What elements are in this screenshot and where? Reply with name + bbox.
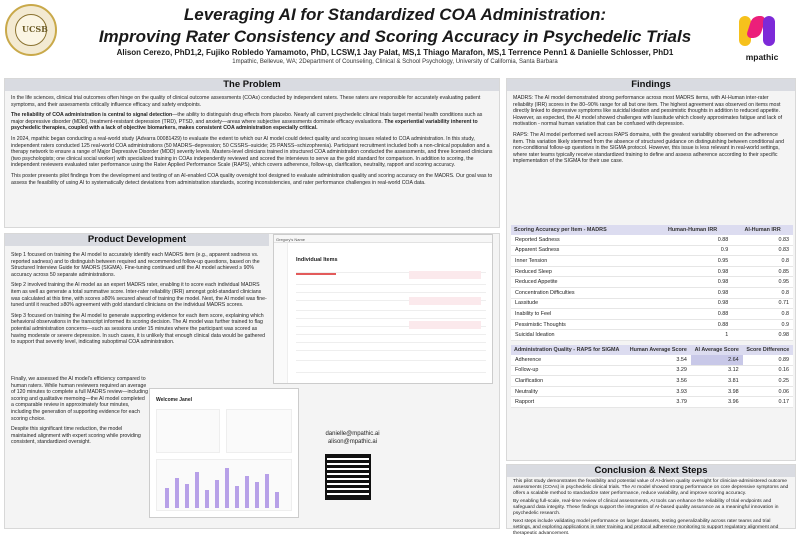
table-cell: 0.8	[732, 256, 793, 267]
table-cell: Adherence	[511, 355, 626, 365]
brand-name: mpathic	[745, 52, 779, 62]
problem-p2-bold2: The experiential variability inherent to psychedelic therapies, coupled with a lack of objective biomarkers, makes consistent COA administration especially critical.	[11, 118, 478, 132]
t1-h1: Human-Human IRR	[653, 225, 732, 235]
table-cell: Suicidal Ideation	[511, 330, 653, 341]
mock-welcome: Welcome Janel	[156, 397, 193, 403]
table-cell: 1	[653, 330, 732, 341]
authors: Alison Cerezo, PhD1,2, Fujiko Robledo Yamamoto, PhD, LCSW,1 Jay Palat, MS,1 Thiago Marafon, MS,1 Terrence Penn1 & Danielle Schlosser, PhD1	[116, 48, 674, 57]
table-row	[511, 376, 793, 387]
table-row	[511, 266, 793, 277]
table-row	[511, 386, 793, 397]
table-cell: 0.95	[653, 256, 732, 267]
t1-h2: AI-Human IRR	[732, 225, 793, 235]
dev-step4: Finally, we assessed the AI model's efficiency compared to human raters. While human reviewers required an average of 120 minutes to complete a full MADRS review—including scoring and qualitative memoing—the AI model completed a comparable review in approximately four minutes, including the generation of supporting evidence for each scoring choice.	[11, 376, 148, 422]
dev-step3: Step 3 focused on training the AI model to generate supporting evidence for each item score, explaining which behavioral observations in the transcript informed its scoring decision. The AI model was further trained to flag potential administration concerns—such as sessions under 15 minutes where the participant was scored as having moderate or severe depression. In such cases, it is unlikely that enough clinical data would be gathered to support that severity level, indicating suboptimal COA administration.	[11, 312, 266, 346]
table-row	[511, 277, 793, 288]
t2-h0: Administration Quality - RAPS for SIGMA	[511, 345, 626, 355]
table-cell: 3.93	[626, 386, 691, 397]
table-cell: 3.96	[691, 397, 743, 408]
table-cell: 0.8	[732, 287, 793, 298]
mpathic-logo-icon	[737, 12, 783, 50]
mock-heading: Individual Items	[296, 257, 338, 263]
table-cell: 3.98	[691, 386, 743, 397]
conclusion-p2: By enabling full-scale, real-time review of clinical assessments, AI tools can enhance the reliability of trial endpoints and safeguard data integrity. These findings support the integration of AI-based quality assurance as a meaningful innovation in psychedelic research.	[513, 499, 779, 516]
findings-madrs: MADRS: The AI model demonstrated strong performance across most MADRS items, with AI-Human inter-rater reliability (IRR) scores in the 80–90% range for all but one item. The highest agreement was observed on items most directly linked to depressive symptoms like suicidal ideation and pessimistic thoughts in addition to reduced appetite. However, as expected, the AI model showed challenges with lassitude which closely approximates fatigue and lack of motivation - normal human variation that can be confused with depression.	[513, 95, 783, 128]
qr-code[interactable]	[325, 454, 371, 500]
table-cell: 0.8	[732, 309, 793, 320]
table-row	[511, 355, 793, 365]
dashboard-screenshot	[149, 388, 299, 518]
table-cell: Reported Sadness	[511, 235, 653, 245]
university-seal-logo: UCSB	[5, 4, 57, 56]
individual-items-screenshot	[273, 234, 493, 384]
t1-h0: Scoring Accuracy per Item - MADRS	[511, 225, 653, 235]
table-row	[511, 309, 793, 320]
conclusion-p1: This pilot study demonstrates the feasibility and potential value of AI-driven quality oversight for clinician-administered outcome assessments (COAs) in psychedelic clinical trials. The AI model showed strong performance on core depressive symptoms and offers a scalable method to standardize rater performance, reduce variability, and improve scoring accuracy.	[513, 479, 789, 496]
table-cell: Inability to Feel	[511, 309, 653, 320]
table-cell: 3.81	[691, 376, 743, 387]
table-cell: 0.83	[732, 245, 793, 256]
problem-p2	[11, 112, 493, 132]
table-cell: Reduced Appetite	[511, 277, 653, 288]
table-cell: 0.95	[732, 277, 793, 288]
mock-topbar: Gregory's Name	[274, 235, 492, 243]
table-row	[511, 245, 793, 256]
table-cell: 0.71	[732, 298, 793, 309]
dev-title: Product Development	[5, 234, 269, 246]
table-cell: Concentration Difficulties	[511, 287, 653, 298]
table-row	[511, 287, 793, 298]
table-cell: 0.9	[732, 319, 793, 330]
poster-header	[0, 0, 800, 72]
findings-panel	[506, 78, 796, 461]
dev-step1: Step 1 focused on training the AI model to accurately identify each MADRS item (e.g., apparent sadness vs. reported sadness) and to distinguish between required and recommended follow-up questions, based on the Structured Interview Guide for MADRS (SIGMA). Fine-tuning continued until the AI model achieved ≥ 90% accuracy across 50 separate administrations.	[11, 252, 260, 278]
table-cell: 0.88	[653, 235, 732, 245]
table-cell: 0.89	[743, 355, 793, 365]
table-cell: 0.98	[653, 277, 732, 288]
table-cell: Neutrality	[511, 386, 626, 397]
table-row	[511, 397, 793, 408]
table-cell: 0.98	[732, 330, 793, 341]
table-cell: 0.06	[743, 386, 793, 397]
table-cell: 0.85	[732, 266, 793, 277]
table-cell: Apparent Sadness	[511, 245, 653, 256]
table-row	[511, 298, 793, 309]
table-cell: 0.88	[653, 319, 732, 330]
table-cell: 3.29	[626, 365, 691, 376]
madrs-irr-table	[511, 225, 793, 341]
table-cell: 0.88	[653, 309, 732, 320]
table-cell: 0.83	[732, 235, 793, 245]
conclusion-p3: Next steps include validating model performance on larger datasets, testing generalizability across rater teams and trial settings, and exploring applications in rater training and protocol adherence monitoring to support regulatory alignment and therapeutic advancement.	[513, 519, 779, 536]
dev-step5: Despite this significant time reduction, the model maintained alignment with expert scoring while providing consistent, standardized oversight.	[11, 426, 141, 446]
table-cell: 0.16	[743, 365, 793, 376]
table-cell: Follow-up	[511, 365, 626, 376]
table-row	[511, 256, 793, 267]
conclusion-panel	[506, 464, 796, 536]
problem-p2-bold: The reliability of COA administration is central to signal detection	[11, 112, 173, 119]
table-cell: Lassitude	[511, 298, 653, 309]
table-cell: 3.79	[626, 397, 691, 408]
table-cell: 0.9	[653, 245, 732, 256]
findings-raps: RAPS: The AI model performed well across RAPS domains, with the greatest variability observed on the adherence item. This variation likely stemmed from the absence of structured guidance on distinguishing between conditional and non-conditional follow-up questions in the SIGMA protocol. However, this issue is less relevant in real-world settings, where rater teams typically receive standardized training to define and assess adherence according to their specific implementation of the SIGMA for their use case.	[513, 131, 784, 165]
email-alison[interactable]: alison@mpathic.ai	[327, 439, 378, 445]
poster-title	[70, 4, 720, 48]
table-row	[511, 365, 793, 376]
problem-title: The Problem	[5, 79, 499, 91]
problem-panel	[4, 78, 500, 228]
problem-p1: In the life sciences, clinical trial outcomes often hinge on the quality of clinical outcome assessments (COAs) conducted by independent raters. These raters are responsible for accurately evaluating patient symptoms, and their assessments critically influence efficacy and safety endpoints.	[11, 95, 481, 108]
table-cell: Reduced Sleep	[511, 266, 653, 277]
table-cell: Inner Tension	[511, 256, 653, 267]
title-line-2: Improving Rater Consistency and Scoring Accuracy in Psychedelic Trials	[98, 27, 692, 46]
product-development-panel	[4, 233, 500, 529]
table-row	[511, 319, 793, 330]
table-cell: 3.12	[691, 365, 743, 376]
problem-p4: This poster presents pilot findings from the development and testing of an AI-enabled COA quality oversight tool designed to evaluate administration quality and scoring accuracy on the MADRS. Our goal was to assess the feasibility of using AI to systematically detect deviations from administration standards, scoring inconsistencies, and rater performance challenges in real-world COA data.	[11, 172, 493, 186]
contact-info	[305, 430, 400, 446]
affiliations: 1mpathic, Bellevue, WA; 2Department of Counseling, Clinical & School Psychology, University of California, Santa Barbara	[232, 59, 558, 65]
table-cell: 0.98	[653, 298, 732, 309]
raps-table	[511, 345, 793, 408]
table-cell: 0.17	[743, 397, 793, 408]
table-row	[511, 330, 793, 341]
title-line-1: Leveraging AI for Standardized COA Administration:	[183, 5, 607, 24]
dev-step2: Step 2 involved training the AI model as an expert MADRS rater, enabling it to score each individual MADRS item as well as generate a total summative score. Inter-rater reliability (IRR) amongst gold-standard clinicians was calculated at this time, with scores ≥80% secured ahead of training the model. Next, the AI model was fine-tuned until it reached ≥80% agreement with gold standard clinicians on the individual MADRS scores.	[11, 282, 267, 309]
t2-h1: Human Average Score	[626, 345, 691, 355]
table-cell: 0.98	[653, 266, 732, 277]
table-cell: Clarification	[511, 376, 626, 387]
table-cell: Pessimistic Thoughts	[511, 319, 653, 330]
conclusion-title: Conclusion & Next Steps	[507, 465, 795, 477]
table-cell: 3.54	[626, 355, 691, 365]
table-row	[511, 235, 793, 245]
mock-sidebar	[274, 243, 288, 383]
t2-h3: Score Difference	[743, 345, 793, 355]
email-danielle[interactable]: danielle@mpathic.ai	[325, 431, 380, 437]
table-cell: 2.64	[691, 355, 743, 365]
findings-title: Findings	[507, 79, 795, 91]
table-cell: 0.25	[743, 376, 793, 387]
table-cell: 0.98	[653, 287, 732, 298]
problem-p3: In 2024, mpathic began conducting a real-world study (Advarra 00081429) to evaluate the extent to which our AI model could detect quality and scoring issues related to COA administration. In this study, independent raters conducted 125 real-world COA administrations (50 MADRS–depression; 50 CSSRS–suicide; 25 PANSS–schizophrenia). Participant recruitment included both a non-clinical population and a therapy network to ensure a range of Major Depressive Disorder (MDD) severity levels. Masters-level clinicians trained in structured COA administration conducted the assessments, and three licensed clinicians (two psychologists; one clinical social worker) with specialized training in COAs independently reviewed and scored the interviews to serve as the gold standard for comparison. In addition to scoring, the independent reviewers evaluated rater performance using the Rater Applied Performance Scale (RAPS), which covers adherence, follow-up, clarification, neutrality, rapport and scoring accuracy.	[11, 135, 493, 169]
problem-p2-text: —the ability to distinguish drug effects from placebo. Nearly all current psychedelic clinical trials target mental health conditions such as major depressive disorder (MDD), treatment-resistant depression (TRD), PTSD, and anxiety—areas where subjective assessments dominate efficacy evaluations.	[11, 112, 483, 125]
t2-h2: AI Average Score	[691, 345, 743, 355]
table-cell: Rapport	[511, 397, 626, 408]
table-cell: 3.56	[626, 376, 691, 387]
